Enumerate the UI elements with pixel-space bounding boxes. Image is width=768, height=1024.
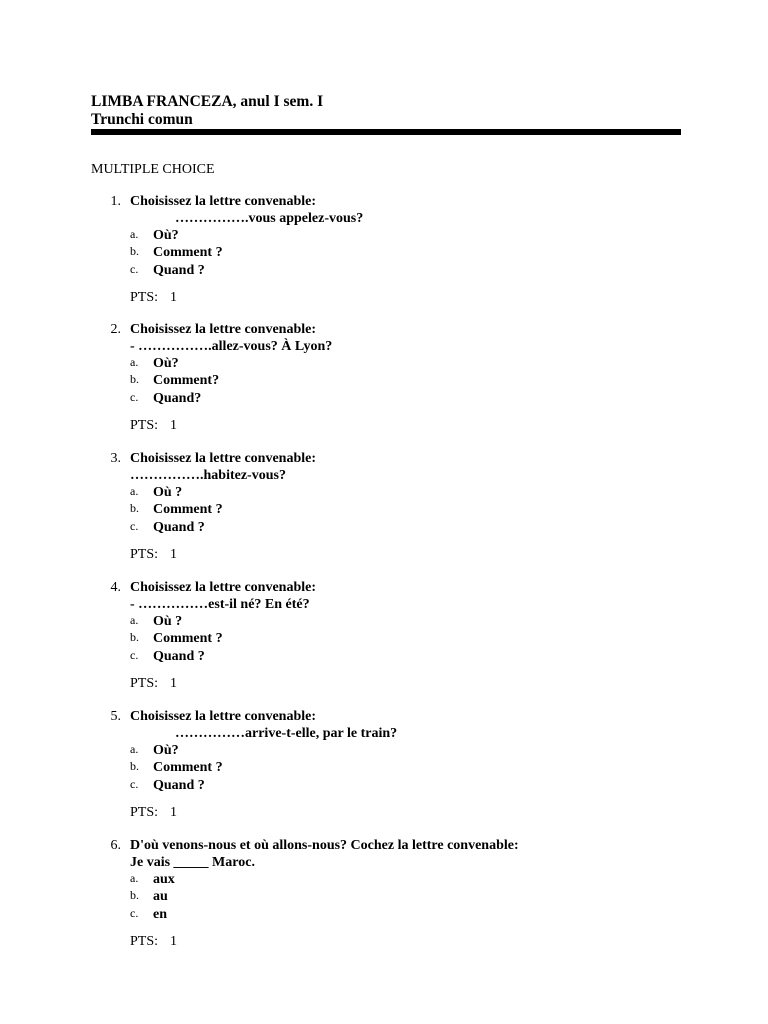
option-c[interactable]	[91, 262, 691, 279]
question-line: …………….vous appelez-vous?	[175, 211, 364, 226]
option-a[interactable]	[91, 355, 691, 372]
question-line: - ……………est-il né? En été?	[130, 597, 310, 612]
points-line	[91, 804, 691, 821]
option-b[interactable]	[91, 630, 691, 647]
option-letter: a.	[130, 742, 139, 756]
option-text: Où ?	[153, 614, 183, 629]
points-line	[91, 546, 691, 563]
question-5	[91, 708, 691, 821]
option-a[interactable]	[91, 484, 691, 501]
option-text: Comment?	[153, 373, 220, 389]
points-value: 1	[170, 933, 177, 949]
option-text: Où?	[153, 356, 179, 371]
option-letter: b.	[130, 372, 139, 387]
question-3	[91, 450, 691, 563]
option-text: aux	[153, 872, 175, 887]
option-text: Quand ?	[153, 519, 205, 535]
option-a[interactable]	[91, 613, 691, 630]
option-a[interactable]	[91, 227, 691, 244]
option-text: Où ?	[153, 485, 183, 500]
option-text: Quand?	[153, 390, 202, 406]
question-number: 1.	[110, 194, 121, 209]
question-prompt: Choisissez la lettre convenable:	[130, 709, 316, 724]
points-label: PTS:	[130, 417, 159, 433]
document-title: LIMBA FRANCEZA, anul I sem. I	[91, 93, 324, 110]
option-letter: a.	[130, 613, 139, 627]
question-number: 4.	[110, 580, 121, 595]
points-line	[91, 675, 691, 692]
question-number: 3.	[110, 451, 121, 466]
option-text: Où?	[153, 743, 179, 758]
option-letter: a.	[130, 355, 139, 369]
option-a[interactable]	[91, 742, 691, 759]
option-text: Quand ?	[153, 262, 205, 278]
points-value: 1	[170, 675, 177, 691]
question-line: Je vais _____ Maroc.	[130, 855, 255, 870]
option-text: Comment ?	[153, 502, 223, 518]
question-2	[91, 321, 691, 434]
option-letter: b.	[130, 244, 139, 259]
option-text: Comment ?	[153, 245, 223, 261]
question-prompt: Choisissez la lettre convenable:	[130, 194, 316, 209]
option-text: Comment ?	[153, 760, 223, 776]
option-c[interactable]	[91, 519, 691, 536]
option-text: Comment ?	[153, 631, 223, 647]
option-b[interactable]	[91, 372, 691, 389]
option-letter: b.	[130, 888, 139, 903]
question-line: …………….habitez-vous?	[130, 468, 286, 483]
option-letter: a.	[130, 871, 139, 885]
question-line: ……………arrive-t-elle, par le train?	[175, 726, 398, 741]
option-letter: c.	[130, 518, 139, 533]
question-prompt: Choisissez la lettre convenable:	[130, 451, 316, 466]
option-letter: b.	[130, 759, 139, 774]
question-1	[91, 193, 691, 306]
question-6	[91, 837, 691, 950]
points-value: 1	[170, 289, 177, 305]
option-letter: c.	[130, 647, 139, 662]
option-letter: b.	[130, 501, 139, 516]
points-line	[91, 289, 691, 306]
option-text: Où?	[153, 228, 179, 243]
document-subtitle: Trunchi comun	[91, 111, 193, 128]
question-prompt: Choisissez la lettre convenable:	[130, 580, 316, 595]
option-c[interactable]	[91, 648, 691, 665]
option-text: Quand ?	[153, 648, 205, 664]
option-b[interactable]	[91, 501, 691, 518]
points-label: PTS:	[130, 675, 159, 691]
section-title: MULTIPLE CHOICE	[91, 162, 215, 177]
question-number: 2.	[110, 322, 121, 337]
question-prompt: D'où venons-nous et où allons-nous? Cochez la lettre convenable:	[130, 838, 519, 853]
points-value: 1	[170, 546, 177, 562]
option-b[interactable]	[91, 888, 691, 905]
question-number: 5.	[110, 709, 121, 724]
option-b[interactable]	[91, 759, 691, 776]
points-value: 1	[170, 804, 177, 820]
question-prompt: Choisissez la lettre convenable:	[130, 322, 316, 337]
points-label: PTS:	[130, 289, 159, 305]
option-letter: a.	[130, 484, 139, 498]
points-label: PTS:	[130, 933, 159, 949]
points-line	[91, 933, 691, 950]
option-letter: c.	[130, 776, 139, 791]
option-text: Quand ?	[153, 777, 205, 793]
question-number: 6.	[110, 838, 121, 853]
option-letter: c.	[130, 261, 139, 276]
question-4	[91, 579, 691, 692]
option-a[interactable]	[91, 871, 691, 888]
option-b[interactable]	[91, 244, 691, 261]
points-value: 1	[170, 417, 177, 433]
question-line: - …………….allez-vous? À Lyon?	[130, 339, 333, 354]
option-letter: b.	[130, 630, 139, 645]
header-rule	[91, 129, 681, 135]
option-c[interactable]	[91, 390, 691, 407]
points-label: PTS:	[130, 546, 159, 562]
option-text: au	[153, 889, 168, 905]
option-c[interactable]	[91, 906, 691, 923]
option-letter: c.	[130, 389, 139, 404]
option-letter: c.	[130, 905, 139, 920]
option-letter: a.	[130, 227, 139, 241]
option-text: en	[153, 906, 167, 922]
points-line	[91, 417, 691, 434]
document-header	[91, 93, 681, 129]
points-label: PTS:	[130, 804, 159, 820]
option-c[interactable]	[91, 777, 691, 794]
